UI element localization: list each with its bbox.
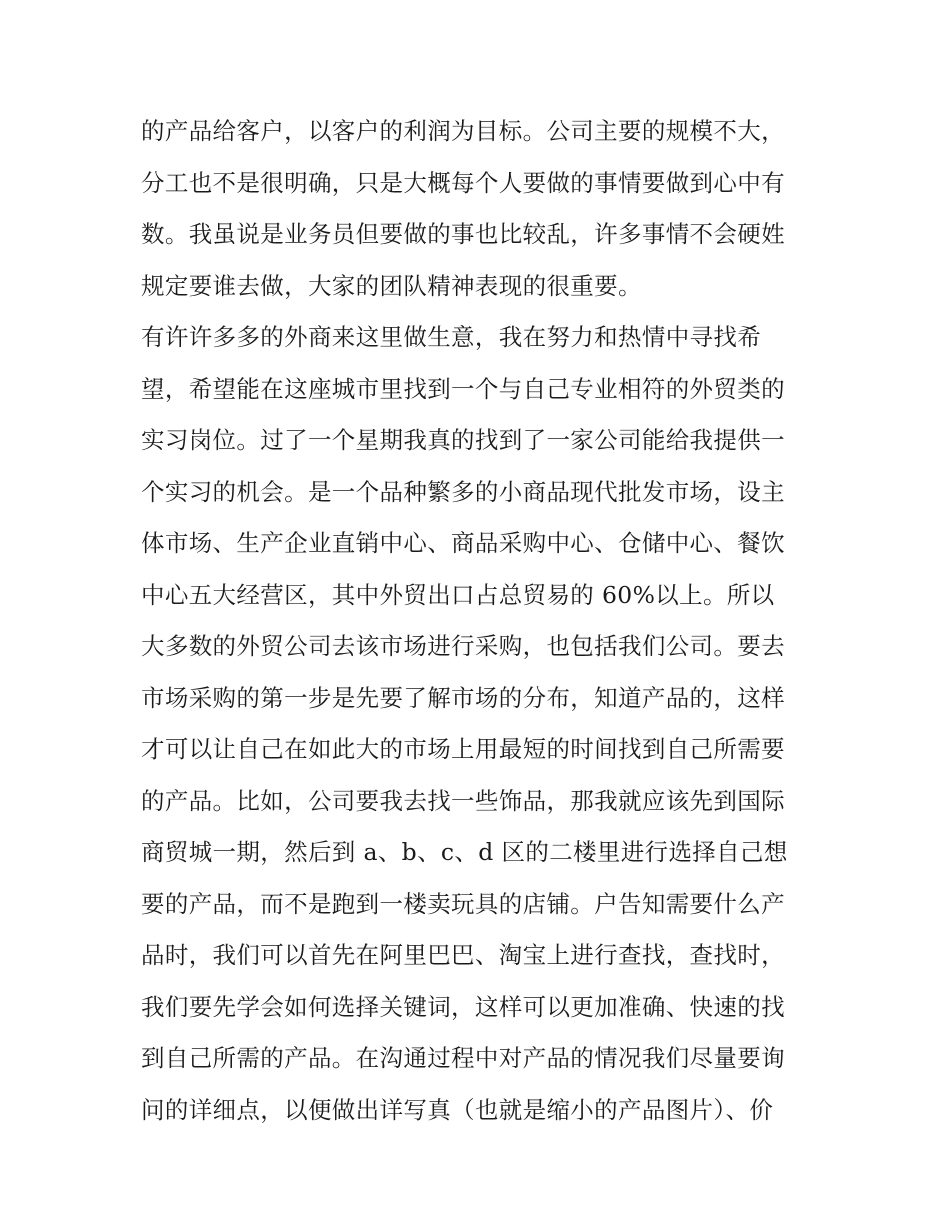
- text-line: 体市场、生产企业直销中心、商品采购中心、仓储中心、餐饮: [141, 529, 785, 557]
- text-line: 的产品给客户，以客户的利润为目标。公司主要的规模不大，: [141, 117, 785, 145]
- text-line: 品时，我们可以首先在阿里巴巴、淘宝上进行查找，查找时，: [141, 941, 785, 969]
- text-line: 问的详细点，以便做出详写真（也就是缩小的产品图片）、价: [141, 1095, 774, 1124]
- text-line: 的产品。比如，公司要我去找一些饰品，那我就应该先到国际: [141, 786, 785, 815]
- text-line: 规定要谁去做，大家的团队精神表现的很重要。: [141, 271, 642, 300]
- text-line: 我们要先学会如何选择关键词，这样可以更加准确、快速的找: [141, 992, 785, 1021]
- text-line: 大多数的外贸公司去该市场进行采购，也包括我们公司。要去: [141, 632, 785, 660]
- text-line: 实习岗位。过了一个星期我真的找到了一家公司能给我提供一: [141, 426, 785, 454]
- text-line: 望，希望能在这座城市里找到一个与自己专业相符的外贸类的: [141, 374, 785, 403]
- text-line: 有许许多多的外商来这里做生意，我在努力和热情中寻找希: [141, 323, 762, 351]
- text-line: 分工也不是很明确，只是大概每个人要做的事情要做到心中有: [141, 168, 785, 197]
- text-line: 数。我虽说是业务员但要做的事也比较乱，许多事情不会硬姓: [141, 220, 785, 248]
- text-line: 中心五大经营区，其中外贸出口占总贸易的 60%以上。所以: [141, 580, 775, 609]
- body-text: [141, 106, 821, 1136]
- text-line: 个实习的机会。是一个品种繁多的小商品现代批发市场，设主: [141, 477, 785, 506]
- text-line: 到自己所需的产品。在沟通过程中对产品的情况我们尽量要询: [141, 1044, 785, 1072]
- text-line: 才可以让自己在如此大的市场上用最短的时间找到自己所需要: [141, 735, 785, 763]
- text-line: 市场采购的第一步是先要了解市场的分布，知道产品的，这样: [141, 683, 785, 712]
- text-line: 要的产品，而不是跑到一楼卖玩具的店铺。户告知需要什么产: [141, 889, 785, 918]
- text-line: 商贸城一期，然后到 a、b、c、d 区的二楼里进行选择自己想: [141, 838, 788, 866]
